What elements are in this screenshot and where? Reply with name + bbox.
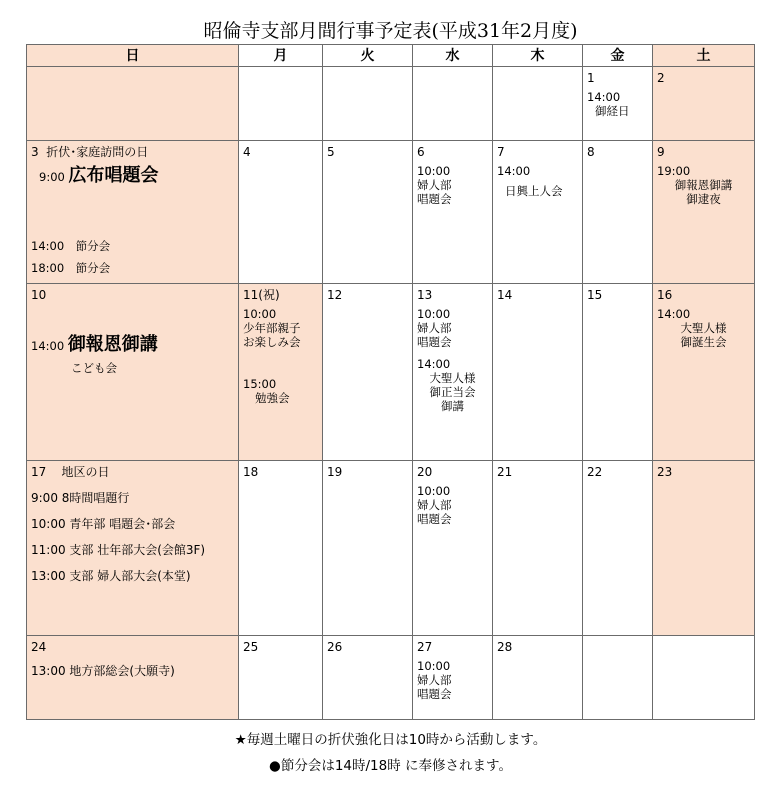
event-name-large: 御報恩御講 — [67, 334, 158, 355]
event-name: 唱題会 — [417, 512, 452, 526]
day-number: 15 — [587, 288, 603, 302]
header-thu: 木 — [493, 45, 583, 67]
day-cell-empty — [27, 67, 239, 141]
header-tue: 火 — [323, 45, 413, 67]
day-cell-26 — [323, 636, 413, 720]
event-name: 大聖人様 — [680, 321, 727, 335]
event-name: 婦人部 — [417, 498, 452, 512]
day-cell-empty — [653, 636, 755, 720]
event-name: 婦人部 — [417, 321, 452, 335]
day-cell-empty — [413, 67, 493, 141]
event-name: 御経日 — [595, 104, 630, 118]
day-number: 25 — [243, 640, 259, 654]
day-cell-10 — [27, 284, 239, 461]
day-cell-empty — [583, 636, 653, 720]
day-cell-24 — [27, 636, 239, 720]
day-cell-21 — [493, 461, 583, 636]
day-number: 5 — [327, 145, 335, 159]
day-cell-28 — [493, 636, 583, 720]
event-line: 9:00 8時間唱題行 — [31, 491, 130, 505]
event-time: 10:00 — [417, 307, 451, 321]
day-number: 26 — [327, 640, 343, 654]
header-mon: 月 — [239, 45, 323, 67]
day-cell-4 — [239, 141, 323, 284]
day-cell-17 — [27, 461, 239, 636]
day-cell-empty — [493, 67, 583, 141]
footer-note-setsubun: ●節分会は14時/18時 に奉修されます。 — [269, 758, 512, 774]
event-name: 御正当会 — [429, 385, 476, 399]
event-name: 少年部親子 — [243, 321, 301, 335]
day-number: 11(祝) — [243, 288, 280, 302]
day-cell-27 — [413, 636, 493, 720]
day-number: 16 — [657, 288, 673, 302]
event-name: 婦人部 — [417, 178, 452, 192]
day-number: 9 — [657, 145, 665, 159]
calendar-table — [26, 44, 755, 720]
day-number: 10 — [31, 288, 47, 302]
day-cell-6 — [413, 141, 493, 284]
event-name: 日興上人会 — [505, 184, 563, 198]
day-number: 2 — [657, 71, 665, 85]
week-row-3 — [27, 284, 755, 461]
event-name: 勉強会 — [255, 391, 290, 405]
event-time: 9:00 — [39, 170, 65, 184]
event-line: 13:00 支部 婦人部大会(本堂) — [31, 569, 191, 583]
day-number: 14 — [497, 288, 513, 302]
day-number: 3 — [31, 145, 39, 159]
event-time: 10:00 — [417, 659, 451, 673]
event-time: 14:00 — [31, 339, 65, 353]
day-cell-11 — [239, 284, 323, 461]
day-cell-empty — [239, 67, 323, 141]
header-sat: 土 — [653, 45, 755, 67]
day-cell-5 — [323, 141, 413, 284]
day-number: 8 — [587, 145, 595, 159]
event-name: 唱題会 — [417, 687, 452, 701]
day-cell-9 — [653, 141, 755, 284]
day-cell-22 — [583, 461, 653, 636]
week-row-4 — [27, 461, 755, 636]
footer-note-saturday: ★毎週土曜日の折伏強化日は10時から活動します。 — [234, 732, 547, 748]
event-line: 10:00 青年部 唱題会･部会 — [31, 517, 176, 531]
day-number: 1 — [587, 71, 595, 85]
day-cell-12 — [323, 284, 413, 461]
day-cell-16 — [653, 284, 755, 461]
week-row-5 — [27, 636, 755, 720]
day-number: 18 — [243, 465, 259, 479]
event-time: 15:00 — [243, 377, 277, 391]
day-number: 12 — [327, 288, 343, 302]
day-number: 21 — [497, 465, 513, 479]
header-fri: 金 — [583, 45, 653, 67]
event-time: 10:00 — [417, 484, 451, 498]
weekday-header-row — [27, 45, 755, 67]
day-number: 22 — [587, 465, 603, 479]
day-number: 6 — [417, 145, 425, 159]
day-cell-25 — [239, 636, 323, 720]
day-number: 7 — [497, 145, 505, 159]
event-name: 婦人部 — [417, 673, 452, 687]
event-line: 14:00 節分会 — [31, 239, 111, 253]
event-time: 14:00 — [417, 357, 451, 371]
day-number: 19 — [327, 465, 343, 479]
header-wed: 水 — [413, 45, 493, 67]
day-cell-2 — [653, 67, 755, 141]
day-number: 28 — [497, 640, 513, 654]
day-cell-7 — [493, 141, 583, 284]
day-number: 4 — [243, 145, 251, 159]
event-time: 14:00 — [587, 90, 621, 104]
event-name: こども会 — [71, 361, 117, 375]
day-number: 27 — [417, 640, 433, 654]
day-cell-18 — [239, 461, 323, 636]
event-name: 大聖人様 — [429, 371, 476, 385]
event-name: 御報恩御講 — [674, 178, 733, 192]
event-line: 18:00 節分会 — [31, 261, 111, 275]
week-row-1 — [27, 67, 755, 141]
event-line: 11:00 支部 壮年部大会(会館3F) — [31, 543, 206, 557]
day-number: 23 — [657, 465, 673, 479]
event-name: 御誕生会 — [680, 335, 727, 349]
day-cell-23 — [653, 461, 755, 636]
day-cell-14 — [493, 284, 583, 461]
event-name: 唱題会 — [417, 335, 452, 349]
event-time: 14:00 — [657, 307, 691, 321]
day-cell-15 — [583, 284, 653, 461]
event-time: 14:00 — [497, 164, 531, 178]
event-time: 19:00 — [657, 164, 691, 178]
event-line: 13:00 地方部総会(大願寺) — [31, 664, 175, 678]
day-number: 24 — [31, 640, 47, 654]
day-cell-20 — [413, 461, 493, 636]
day-note: 地区の日 — [61, 465, 110, 479]
event-name: お楽しみ会 — [243, 335, 301, 349]
event-name: 唱題会 — [417, 192, 452, 206]
day-cell-3 — [27, 141, 239, 284]
day-note: 折伏･家庭訪問の日 — [46, 145, 149, 159]
event-time: 10:00 — [243, 307, 277, 321]
event-name-large: 広布唱題会 — [68, 165, 159, 186]
day-cell-1 — [583, 67, 653, 141]
event-name: 御逮夜 — [686, 192, 721, 206]
day-cell-empty — [323, 67, 413, 141]
day-number: 17 — [31, 465, 47, 479]
day-cell-19 — [323, 461, 413, 636]
event-name: 御講 — [441, 399, 464, 413]
header-sun: 日 — [27, 45, 239, 67]
event-time: 10:00 — [417, 164, 451, 178]
day-number: 13 — [417, 288, 433, 302]
day-number: 20 — [417, 465, 433, 479]
day-cell-8 — [583, 141, 653, 284]
day-cell-13 — [413, 284, 493, 461]
page-title: 昭倫寺支部月間行事予定表(平成31年2月度) — [203, 20, 578, 42]
week-row-2 — [27, 141, 755, 284]
